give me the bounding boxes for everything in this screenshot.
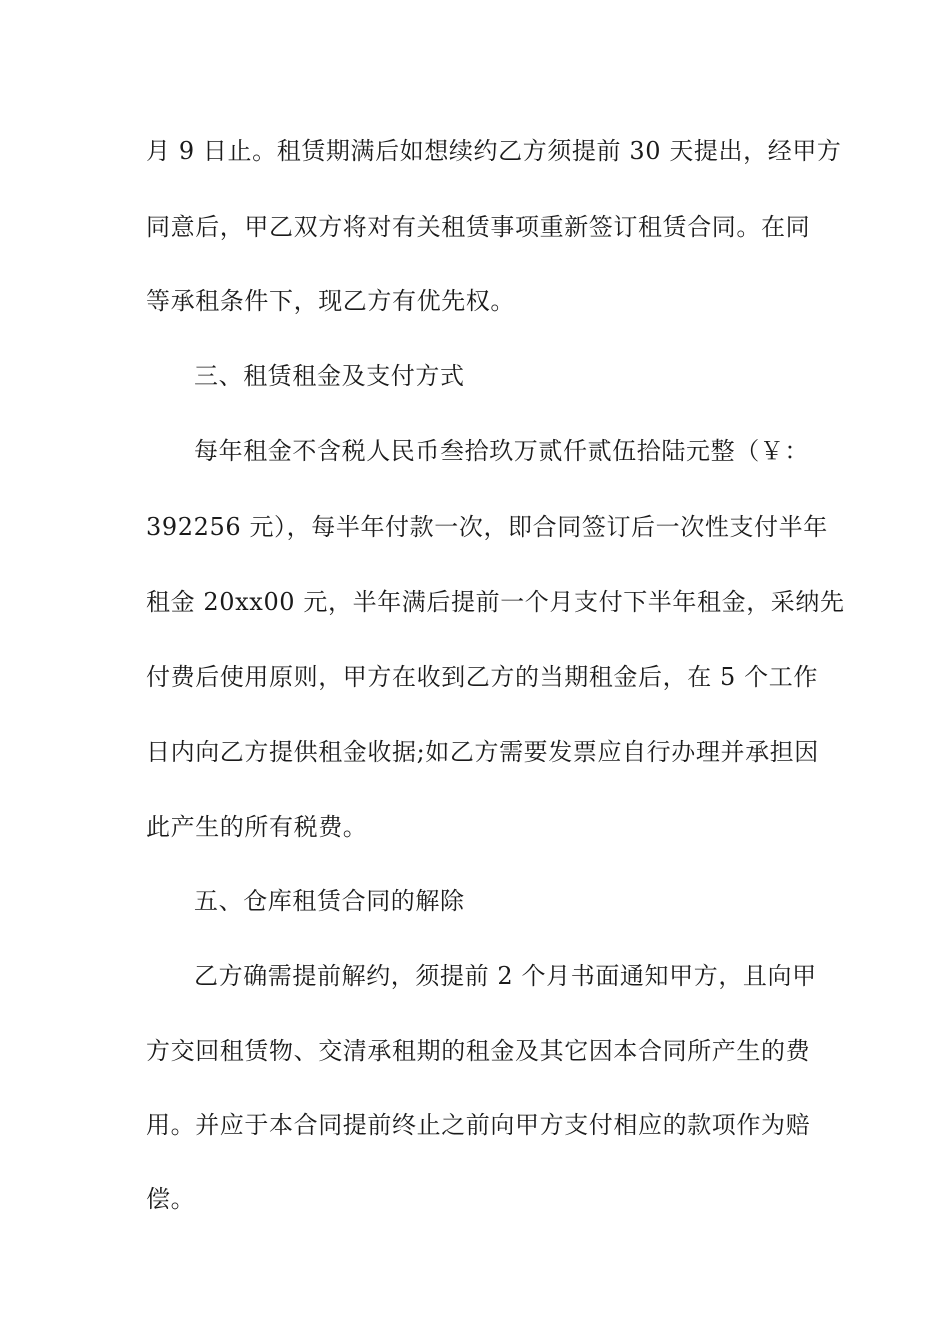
paragraph-line: 每年租金不含税人民币叁拾玖万贰仟贰伍拾陆元整（￥： [194,437,809,465]
paragraph-line: 方交回租赁物、交清承租期的租金及其它因本合同所产生的费 [146,1037,811,1065]
paragraph-line: 用。并应于本合同提前终止之前向甲方支付相应的款项作为赔 [146,1111,811,1139]
paragraph-line: 付费后使用原则，甲方在收到乙方的当期租金后，在 5 个工作 [146,663,818,691]
paragraph-line: 月 9 日止。租赁期满后如想续约乙方须提前 30 天提出，经甲方 [146,137,842,165]
paragraph-line: 租金 20xx00 元，半年满后提前一个月支付下半年租金，采纳先 [146,588,845,616]
paragraph-line: 偿。 [146,1185,196,1213]
paragraph-line: 此产生的所有税费。 [146,813,368,841]
paragraph-line: 等承租条件下，现乙方有优先权。 [146,287,515,315]
section-heading: 三、租赁租金及支付方式 [194,362,465,390]
paragraph-line: 日内向乙方提供租金收据;如乙方需要发票应自行办理并承担因 [146,738,819,766]
paragraph-line: 同意后，甲乙双方将对有关租赁事项重新签订租赁合同。在同 [146,213,811,241]
paragraph-line: 乙方确需提前解约，须提前 2 个月书面通知甲方，且向甲 [194,962,817,990]
section-heading: 五、仓库租赁合同的解除 [194,887,465,915]
paragraph-line: 392256 元），每半年付款一次，即合同签订后一次性支付半年 [146,513,828,541]
